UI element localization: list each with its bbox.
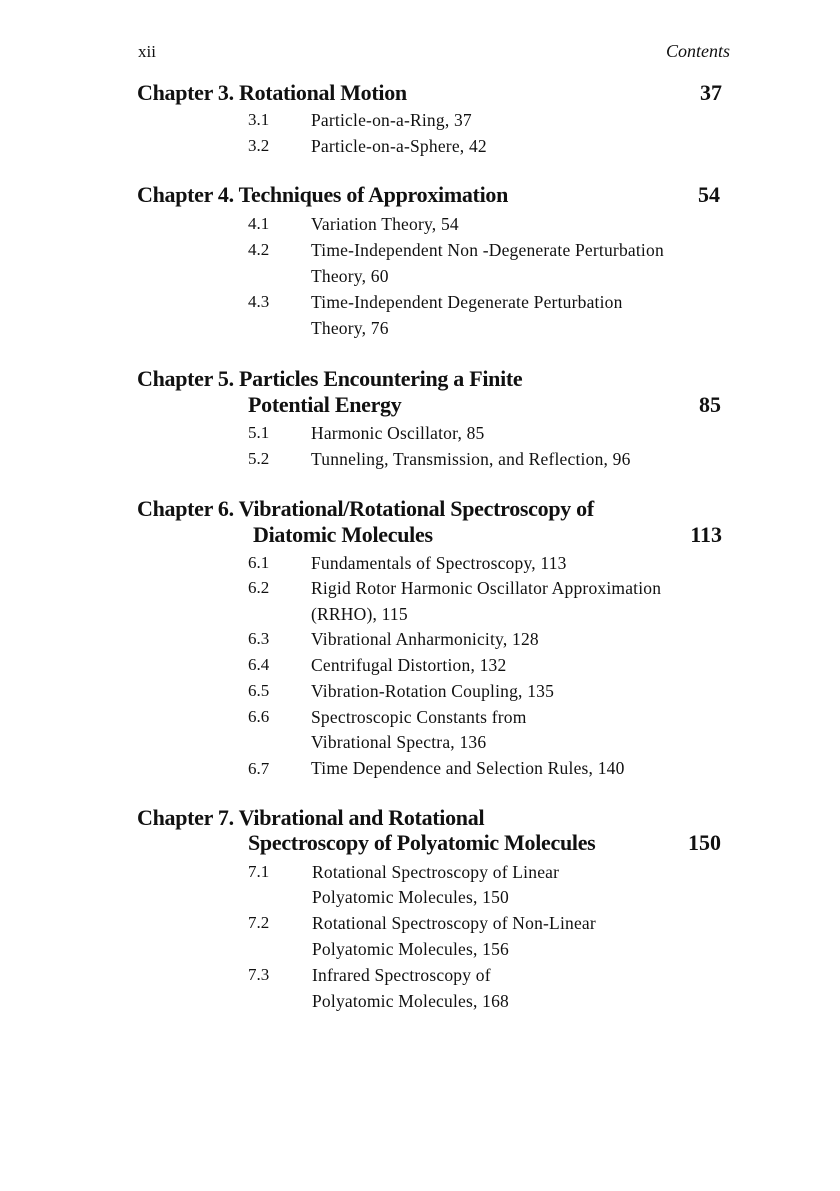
- section-number: 3.2: [248, 136, 270, 155]
- section-number: 4.3: [248, 292, 270, 311]
- chapter-4-page: 54: [698, 182, 720, 207]
- chapter-5-title-continued: Potential Energy: [248, 392, 402, 417]
- section-title-continued: Vibrational Spectra, 136: [311, 732, 487, 752]
- chapter-6-title-continued: Diatomic Molecules: [253, 522, 433, 547]
- chapter-7-title: Chapter 7. Vibrational and Rotational: [137, 805, 485, 830]
- section-title: Time Dependence and Selection Rules, 140: [311, 758, 625, 778]
- section-number: 4.1: [248, 214, 270, 233]
- chapter-6-page: 113: [690, 522, 722, 547]
- section-number: 6.5: [248, 681, 270, 700]
- section-number: 6.3: [248, 629, 270, 648]
- section-number: 6.4: [248, 655, 270, 674]
- section-number: 6.7: [248, 759, 270, 778]
- chapter-7-page: 150: [688, 830, 721, 855]
- section-title: Vibrational Anharmonicity, 128: [311, 629, 539, 649]
- section-title: Rigid Rotor Harmonic Oscillator Approximation: [311, 578, 662, 598]
- chapter-7-title-continued: Spectroscopy of Polyatomic Molecules: [248, 830, 596, 855]
- section-title: Rotational Spectroscopy of Non-Linear: [312, 913, 596, 933]
- chapter-3-page: 37: [700, 80, 722, 105]
- section-title: Vibration-Rotation Coupling, 135: [311, 681, 555, 701]
- section-number: 7.1: [248, 862, 270, 881]
- chapter-4-title: Chapter 4. Techniques of Approximation: [137, 182, 509, 207]
- section-title: Spectroscopic Constants from: [311, 707, 527, 727]
- section-title: Rotational Spectroscopy of Linear: [312, 862, 560, 882]
- section-title-continued: Polyatomic Molecules, 156: [312, 939, 509, 959]
- section-number: 7.2: [248, 913, 270, 932]
- section-title: Tunneling, Transmission, and Reflection, 96: [311, 449, 631, 469]
- section-number: 5.2: [248, 449, 270, 468]
- section-title-continued: (RRHO), 115: [311, 604, 408, 624]
- section-title: Time-Independent Non -Degenerate Perturbation: [311, 240, 664, 260]
- section-title: Centrifugal Distortion, 132: [311, 655, 507, 675]
- section-title: Particle-on-a-Sphere, 42: [311, 136, 487, 156]
- section-title-continued: Polyatomic Molecules, 168: [312, 991, 509, 1011]
- running-title: Contents: [665, 41, 730, 61]
- section-number: 4.2: [248, 240, 270, 259]
- section-title: Harmonic Oscillator, 85: [311, 423, 485, 443]
- section-title-continued: Theory, 76: [311, 318, 389, 338]
- chapter-5-title: Chapter 5. Particles Encountering a Finite: [137, 366, 523, 391]
- section-title: Infrared Spectroscopy of: [312, 965, 491, 985]
- page-number: xii: [138, 42, 156, 61]
- chapter-5-page: 85: [699, 392, 721, 417]
- section-number: 3.1: [248, 110, 270, 129]
- chapter-6-title: Chapter 6. Vibrational/Rotational Spectroscopy of: [137, 496, 594, 521]
- section-number: 6.2: [248, 578, 270, 597]
- section-number: 6.6: [248, 707, 270, 726]
- section-number: 6.1: [248, 553, 270, 572]
- section-title: Variation Theory, 54: [311, 214, 459, 234]
- chapter-3-title: Chapter 3. Rotational Motion: [137, 80, 407, 105]
- section-number: 5.1: [248, 423, 270, 442]
- section-title: Time-Independent Degenerate Perturbation: [311, 292, 623, 312]
- section-number: 7.3: [248, 965, 270, 984]
- section-title: Particle-on-a-Ring, 37: [311, 110, 472, 130]
- section-title-continued: Theory, 60: [311, 266, 389, 286]
- section-title: Fundamentals of Spectroscopy, 113: [311, 553, 567, 573]
- section-title-continued: Polyatomic Molecules, 150: [312, 887, 509, 907]
